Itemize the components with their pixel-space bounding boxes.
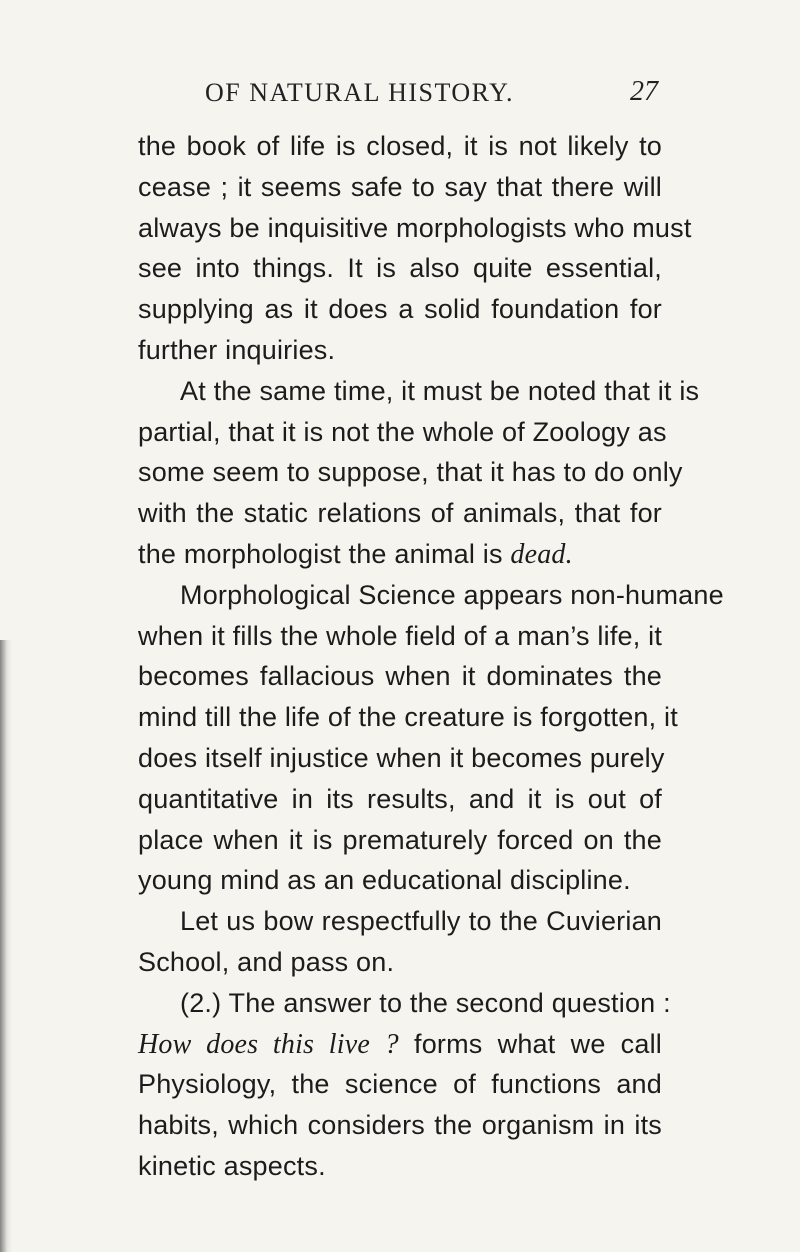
text-run: the morphologist the animal is xyxy=(138,538,511,569)
text-line: mind till the life of the creature is forgotten, it xyxy=(138,702,678,733)
text-line: kinetic aspects. xyxy=(138,1150,326,1181)
text-line: place when it is prematurely forced on the xyxy=(138,824,662,855)
text-line: partial, that it is not the whole of Zoology as xyxy=(138,416,667,447)
text-line: Morphological Science appears non-humane xyxy=(180,579,724,610)
page-number: 27 xyxy=(630,76,658,107)
page-header xyxy=(0,78,800,118)
text-line: always be inquisitive morphologists who must xyxy=(138,212,692,243)
text-line: when it fills the whole field of a man’s life, it xyxy=(138,620,663,651)
text-line: does itself injustice when it becomes purely xyxy=(138,742,665,773)
italic-word: dead. xyxy=(510,538,573,570)
text-line: with the static relations of animals, that for xyxy=(138,498,662,529)
text-line: Let us bow respectfully to the Cuvierian xyxy=(180,906,662,937)
text-line xyxy=(138,1024,662,1065)
text-line: (2.) The answer to the second question : xyxy=(180,987,671,1018)
text-line: becomes fallacious when it dominates the xyxy=(138,661,662,692)
text-line: the book of life is closed, it is not likely to xyxy=(138,131,662,161)
text-line: supplying as it does a solid foundation for xyxy=(138,294,662,325)
italic-question: How does this live ? xyxy=(138,1028,399,1060)
text-line xyxy=(138,534,662,575)
body-text xyxy=(138,126,724,1187)
text-line: see into things. It is also quite essential, xyxy=(138,253,662,284)
text-line: cease ; it seems safe to say that there will xyxy=(138,171,662,202)
text-line: further inquiries. xyxy=(138,334,336,365)
page-edge-shadow xyxy=(0,640,12,1252)
text-line: young mind as an educational discipline. xyxy=(138,865,631,896)
text-line: quantitative in its results, and it is out of xyxy=(138,783,662,814)
text-line: At the same time, it must be noted that it is xyxy=(180,375,700,406)
text-line: School, and pass on. xyxy=(138,946,395,977)
text-line: Physiology, the science of functions and xyxy=(138,1069,662,1100)
running-head: OF NATURAL HISTORY. xyxy=(205,78,515,107)
text-line: some seem to suppose, that it has to do only xyxy=(138,457,683,488)
text-line: habits, which considers the organism in its xyxy=(138,1110,662,1141)
text-run: forms what we call xyxy=(398,1028,662,1059)
